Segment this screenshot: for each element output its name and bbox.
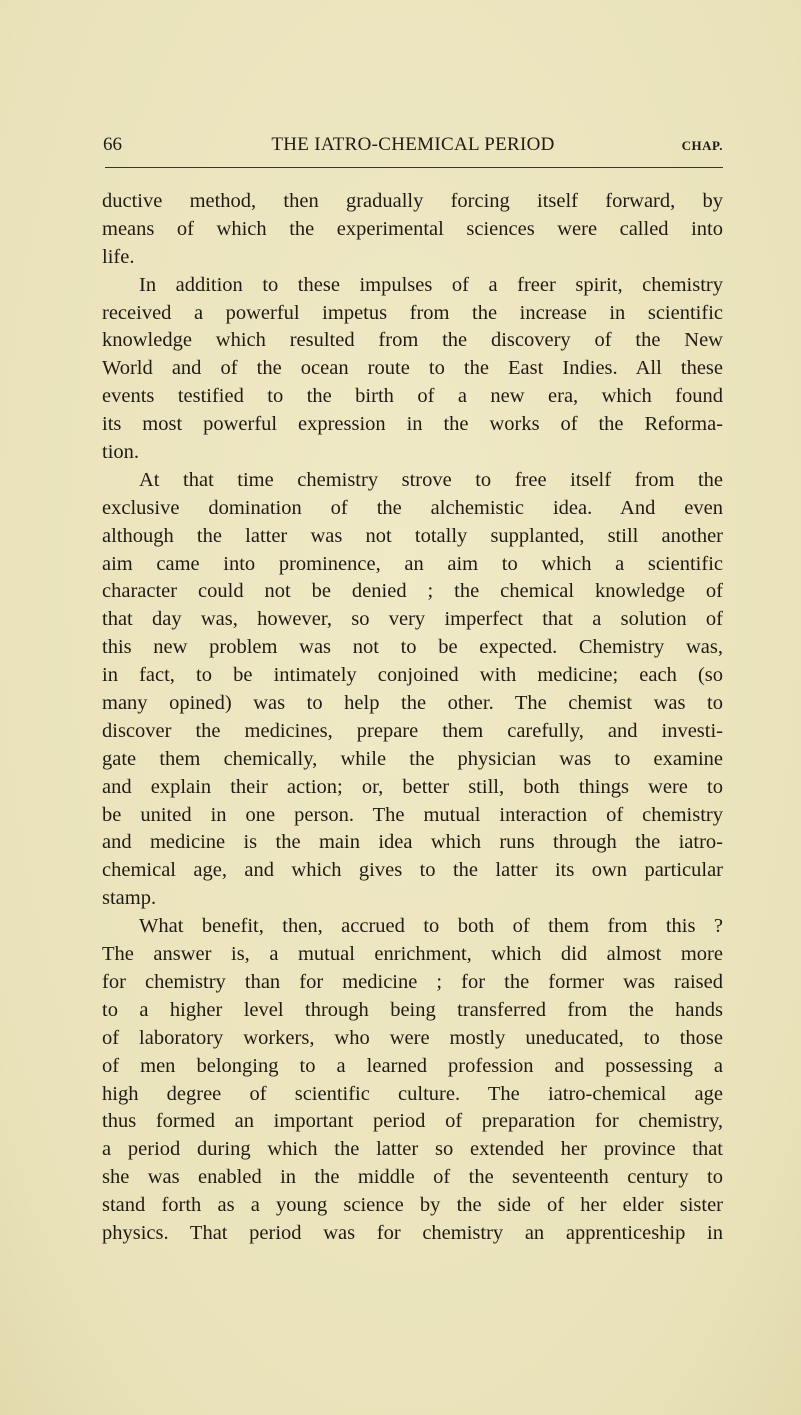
text-line: be united in one person. The mutual interaction of chemistry: [102, 803, 723, 826]
text-line: high degree of scientific culture. The iatro-chemical age: [102, 1082, 723, 1105]
text-line: stamp.: [102, 887, 157, 910]
paragraph: [102, 272, 723, 467]
text-line: of men belonging to a learned profession and possessing a: [102, 1054, 723, 1077]
text-line: that day was, however, so very imperfect that a solution of: [102, 608, 723, 631]
text-line: gate them chemically, while the physician was to examine: [102, 747, 723, 770]
text-line: character could not be denied ; the chemical knowledge of: [102, 580, 723, 603]
text-line: aim came into prominence, an aim to which a scientific: [102, 552, 723, 575]
text-line: although the latter was not totally supplanted, still another: [102, 524, 723, 547]
text-line: and medicine is the main idea which runs through the iatro-: [102, 831, 723, 854]
text-line: and explain their action; or, better still, both things were to: [102, 775, 723, 798]
text-line: a period during which the latter so extended her province that: [102, 1138, 723, 1161]
text-line: At that time chemistry strove to free itself from the: [139, 468, 723, 491]
text-line: discover the medicines, prepare them carefully, and investi-: [102, 719, 723, 742]
text-line: many opined) was to help the other. The chemist was to: [102, 692, 723, 715]
paragraph: [102, 188, 723, 272]
text-line: exclusive domination of the alchemistic idea. And even: [102, 496, 723, 519]
text-line: of laboratory workers, who were mostly uneducated, to those: [102, 1026, 723, 1049]
text-line: World and of the ocean route to the East Indies. All these: [102, 357, 723, 380]
text-line: for chemistry than for medicine ; for the former was raised: [102, 970, 723, 993]
text-line: means of which the experimental sciences were called into: [102, 217, 723, 240]
text-line: thus formed an important period of preparation for chemistry,: [102, 1110, 723, 1133]
body-text: [102, 188, 723, 1248]
text-line: chemical age, and which gives to the latter its own particular: [102, 859, 723, 882]
page-number: 66: [103, 134, 122, 155]
chapter-label: CHAP.: [681, 138, 723, 153]
text-line: knowledge which resulted from the discovery of the New: [102, 329, 723, 352]
text-line: in fact, to be intimately conjoined with medicine; each (so: [102, 664, 723, 687]
text-line: she was enabled in the middle of the seventeenth century to: [102, 1166, 723, 1189]
text-line: In addition to these impulses of a freer spirit, chemistry: [139, 273, 723, 296]
text-line: life.: [102, 245, 135, 268]
running-header: [103, 134, 723, 160]
text-line: stand forth as a young science by the side of her elder sister: [102, 1194, 723, 1217]
paragraph: [102, 913, 723, 1248]
text-line: received a powerful impetus from the increase in scientific: [102, 301, 723, 324]
header-rule: [105, 167, 723, 168]
text-line: tion.: [102, 441, 140, 464]
text-line: physics. That period was for chemistry an apprenticeship in: [102, 1221, 723, 1244]
text-line: What benefit, then, accrued to both of them from this ?: [139, 915, 723, 938]
text-line: events testified to the birth of a new era, which found: [102, 385, 723, 408]
text-line: its most powerful expression in the works of the Reforma-: [102, 413, 723, 436]
text-line: The answer is, a mutual enrichment, which did almost more: [102, 943, 723, 966]
running-title: THE IATRO-CHEMICAL PERIOD: [271, 134, 555, 155]
text-line: this new problem was not to be expected. Chemistry was,: [102, 636, 723, 659]
paragraph: [102, 467, 723, 913]
text-line: ductive method, then gradually forcing itself forward, by: [102, 190, 723, 212]
text-line: to a higher level through being transferred from the hands: [102, 998, 723, 1021]
